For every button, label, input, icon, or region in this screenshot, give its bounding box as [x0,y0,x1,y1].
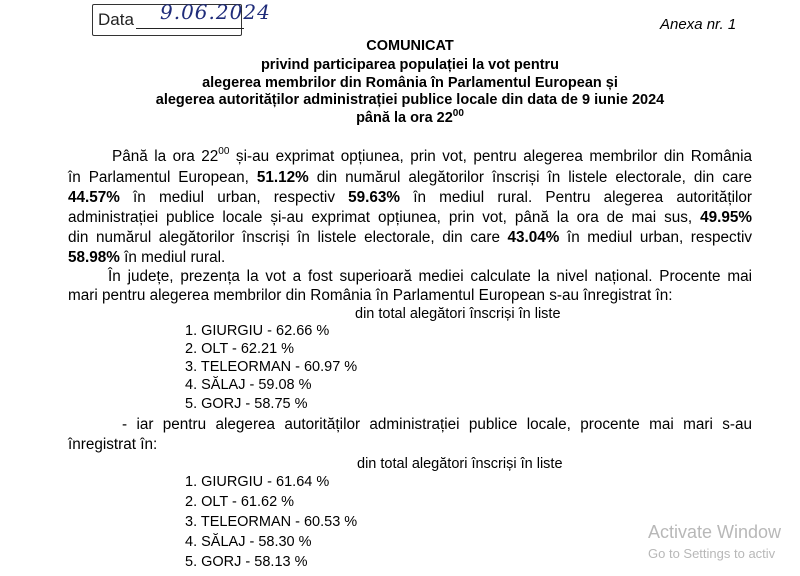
stat-value: 58.98% [68,249,120,266]
para2-line2: mari pentru alegerea membrilor din România în Parlamentul European s-au înregistrat în: [68,287,673,304]
list1-heading: din total alegători înscriși în liste [355,306,561,322]
sup: 00 [218,146,230,157]
text: din numărul alegătorilor înscriși în listele electorale, din care [308,169,752,186]
list-item: 1. GIURGIU - 61.64 % [185,474,330,490]
para1-line1 [112,148,752,166]
list-item: 5. GORJ - 58.75 % [185,396,308,412]
stat-value: 43.04% [507,229,560,246]
activation-watermark-subtitle: Go to Settings to activ [648,546,776,561]
stat-value: 51.12% [256,169,309,186]
title-communique: COMUNICAT [366,38,454,54]
text: Până la ora 22 [112,148,219,165]
para1-line6 [68,249,225,267]
annex-label: Anexa nr. 1 [660,16,737,33]
list-item: 2. OLT - 61.62 % [185,494,295,510]
text: administrației publice locale și-au exprimat opțiunea, prin vot, până la ora de mai sus, [68,209,701,226]
list-item: 4. SĂLAJ - 58.30 % [185,534,312,550]
title-time-text: până la ora 22 [356,110,453,126]
title-time-sup: 00 [452,108,464,119]
stat-value: 44.57% [68,189,120,206]
stat-value: 59.63% [348,189,401,206]
para1-line4 [68,209,752,227]
list-item: 4. SĂLAJ - 59.08 % [185,377,312,393]
stat-value: 49.95% [700,209,752,226]
title-line-4: alegerea autorităților administrației publice locale din data de 9 iunie 2024 [155,92,665,108]
list-item: 1. GIURGIU - 62.66 % [185,323,330,339]
text: din numărul alegătorilor înscriși în listele electorale, din care [68,229,508,246]
title-line-3: alegerea membrilor din România în Parlamentul European și [202,75,618,91]
date-label: Data [98,10,134,29]
list2-heading: din total alegători înscriși în liste [357,456,563,472]
list-item: 3. TELEORMAN - 60.97 % [185,359,358,375]
text: și-au exprimat opțiunea, prin vot, pentru alegerea membrilor din România [229,148,752,165]
title-line-2: privind participarea populației la vot pentru [260,57,560,73]
list-item: 2. OLT - 62.21 % [185,341,295,357]
para3-line1: - iar pentru alegerea autorităților administrației publice locale, procente mai mari s-au [122,416,752,433]
list-item: 5. GORJ - 58.13 % [185,554,308,570]
para3-line2: înregistrat în: [68,436,158,453]
para2-line1: În județe, prezența la vot a fost superioară mediei calculate la nivel național. Procente mai [108,268,752,285]
para1-line5 [68,229,752,247]
text: în mediul rural. [119,249,226,266]
date-underline [136,28,244,29]
text: în mediul rural. Pentru alegerea autorităților [400,189,752,206]
activation-watermark-title: Activate Window [648,522,782,542]
text: în Parlamentul European, [68,169,257,186]
title-line-5 [0,110,800,126]
text: în mediul urban, respectiv [119,189,349,206]
list-item: 3. TELEORMAN - 60.53 % [185,514,358,530]
para1-line3 [68,189,752,207]
handwritten-date: 9.06.2024 [160,0,271,24]
para1-line2 [68,169,752,187]
text: în mediul urban, respectiv [559,229,753,246]
